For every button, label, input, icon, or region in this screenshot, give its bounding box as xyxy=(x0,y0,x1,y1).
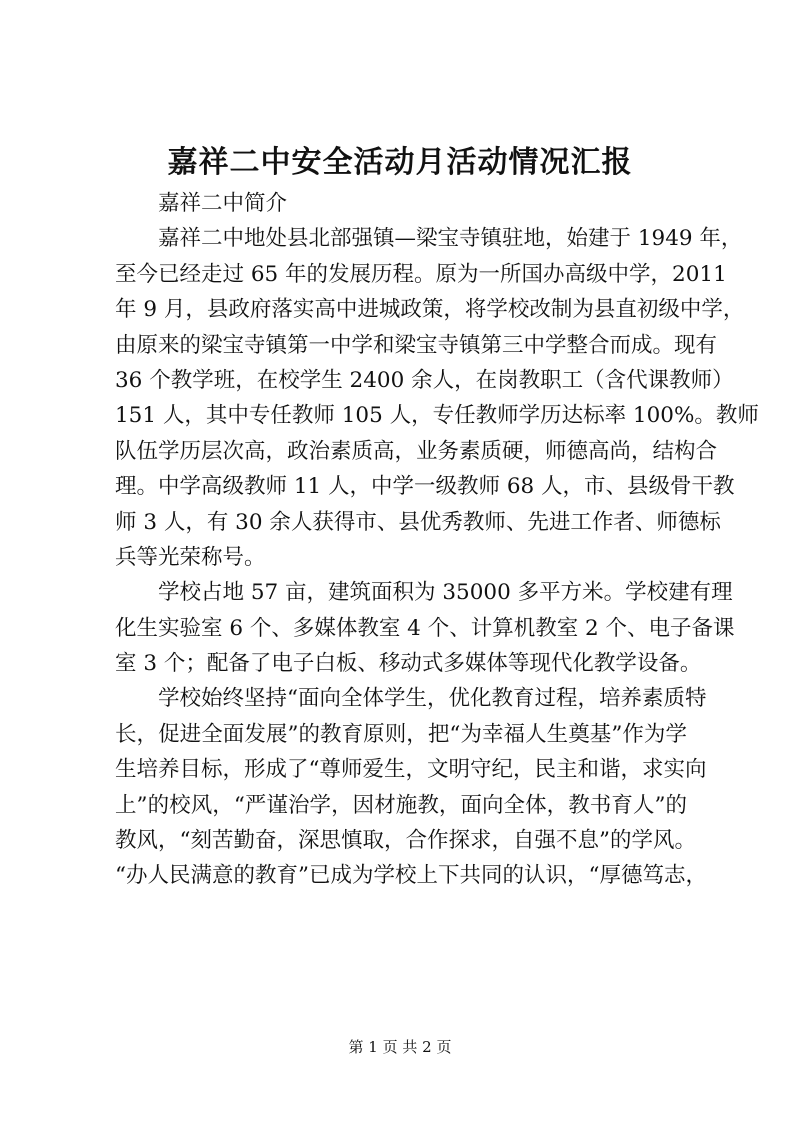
paragraph-line: 由原来的梁宝寺镇第一中学和梁宝寺镇第三中学整合而成。现有 xyxy=(115,332,718,358)
paragraph-line: 理。中学高级教师 11 人，中学一级教师 68 人，市、县级骨干教 xyxy=(115,474,735,500)
paragraph-line: 36 个教学班，在校学生 2400 余人，在岗教职工（含代课教师） xyxy=(115,367,734,393)
paragraph-line: 教风，“刻苦勤奋，深思慎取，合作探求，自强不息”的学风。 xyxy=(115,828,696,854)
paragraph-line: 年 9 月，县政府落实高中进城政策，将学校改制为县直初级中学， xyxy=(115,297,745,323)
paragraph-line: 兵等光荣称号。 xyxy=(115,544,266,570)
paragraph-line: 嘉祥二中地处县北部强镇—梁宝寺镇驻地，始建于 1949 年， xyxy=(158,226,743,252)
paragraph-line: 学校占地 57 亩，建筑面积为 35000 多平方米。学校建有理 xyxy=(158,580,733,606)
paragraph-line: 至今已经走过 65 年的发展历程。原为一所国办高级中学，2011 xyxy=(115,261,727,287)
document-title: 嘉祥二中安全活动月活动情况汇报 xyxy=(167,145,633,180)
section-heading: 嘉祥二中简介 xyxy=(158,191,288,216)
paragraph-line: 上”的校风，“严谨治学，因材施教，面向全体，教书育人”的 xyxy=(115,792,687,818)
paragraph-line: “办人民满意的教育”已成为学校上下共同的认识，“厚德笃志， xyxy=(115,863,707,889)
paragraph-line: 化生实验室 6 个、多媒体教室 4 个、计算机教室 2 个、电子备课 xyxy=(115,615,735,641)
paragraph-line: 师 3 人，有 30 余人获得市、县优秀教师、先进工作者、师德标 xyxy=(115,509,721,535)
paragraph-line: 生培养目标，形成了“尊师爱生，文明守纪，民主和谐，求实向 xyxy=(115,757,707,783)
document-body xyxy=(115,186,759,894)
paragraph-line: 学校始终坚持“面向全体学生，优化教育过程，培养素质特 xyxy=(158,686,707,712)
paragraph-line: 长，促进全面发展”的教育原则，把“为幸福人生奠基”作为学 xyxy=(115,721,687,747)
page-footer: 第 1 页 共 2 页 xyxy=(348,1038,452,1056)
paragraph-line: 队伍学历层次高，政治素质高，业务素质硬，师德高尚，结构合 xyxy=(115,438,718,464)
paragraph-line: 151 人，其中专任教师 105 人，专任教师学历达标率 100%。教师 xyxy=(115,403,759,429)
paragraph-line: 室 3 个；配备了电子白板、移动式多媒体等现代化教学设备。 xyxy=(115,651,702,677)
